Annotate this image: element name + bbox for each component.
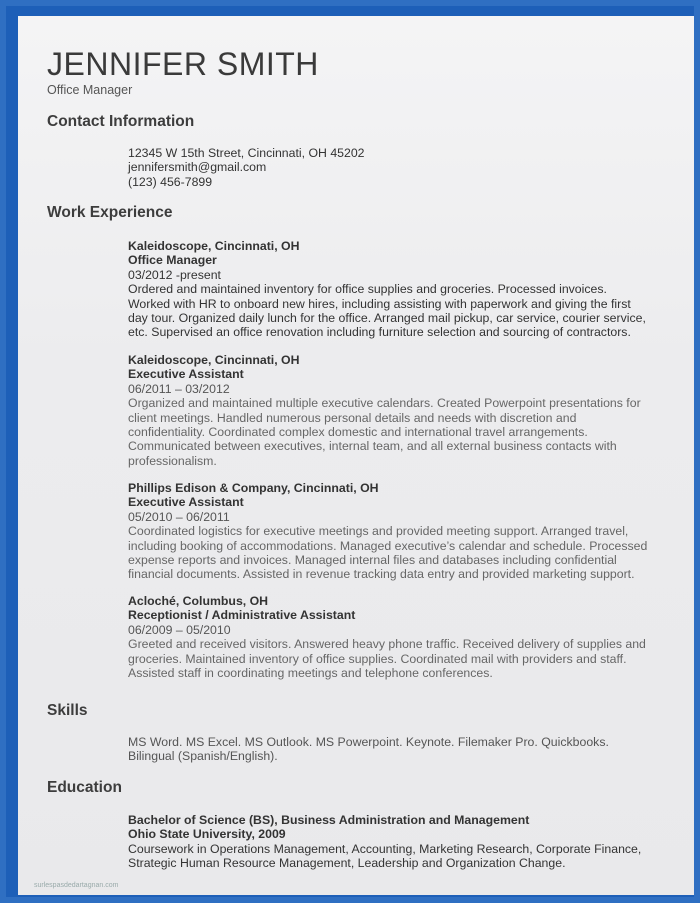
resume-name: JENNIFER SMITH: [47, 46, 319, 82]
resume-page: [18, 16, 694, 895]
watermark: surlespasdedartagnan.com: [34, 882, 119, 889]
job-title: Office Manager: [128, 253, 217, 268]
education-block: [128, 813, 668, 871]
job-desc-line: financial documents. Assisted in revenue tracking data entry and provided marketing support.: [128, 567, 635, 582]
job-entry: [128, 239, 668, 340]
job-title: Executive Assistant: [128, 367, 244, 382]
job-desc-line: Assisted staff in coordinating meetings and telephone conferences.: [128, 666, 493, 681]
section-title-skills: Skills: [47, 702, 88, 719]
contact-email: jennifersmith@gmail.com: [128, 160, 267, 175]
job-title: Executive Assistant: [128, 495, 244, 510]
job-dates: 06/2011 – 03/2012: [128, 381, 230, 396]
job-desc-line: client meetings. Handled numerous personal details and needs with discretion and: [128, 410, 577, 425]
contact-block: [128, 146, 668, 189]
job-dates: 06/2009 – 05/2010: [128, 622, 231, 637]
job-entry: [128, 481, 668, 582]
job-desc-line: groceries. Maintained inventory of office supplies. Coordinated mail with providers and staff.: [128, 651, 627, 666]
education-desc-line: Strategic Human Resource Management, Leadership and Organization Change.: [128, 856, 566, 871]
job-company: Acloché, Columbus, OH: [128, 594, 269, 608]
resume-role: Office Manager: [47, 83, 133, 97]
section-title-work: Work Experience: [47, 204, 173, 221]
job-desc-line: etc. Supervised an office renovation including furniture selection and sourcing of contractors.: [128, 325, 631, 340]
job-title: Receptionist / Administrative Assistant: [128, 608, 356, 623]
job-desc-line: Greeted and received visitors. Answered heavy phone traffic. Received delivery of supplies and: [128, 637, 646, 652]
job-desc-line: including booking of accommodations. Managed executive’s calendar and schedule. Processed: [128, 538, 648, 553]
job-company: Kaleidoscope, Cincinnati, OH: [128, 353, 300, 367]
job-entry: [128, 594, 668, 680]
contact-phone: (123) 456-7899: [128, 174, 213, 189]
job-company: Kaleidoscope, Cincinnati, OH: [128, 239, 300, 253]
education-school: Ohio State University, 2009: [128, 827, 286, 842]
job-entry: [128, 353, 668, 468]
job-desc-line: expense reports and invoices. Managed internal files and databases including confidential: [128, 553, 617, 568]
job-desc-line: day tour. Organized daily lunch for the office. Arranged mail pickup, car service, courier service,: [128, 311, 646, 326]
job-desc-line: Communicated between executives, internal team, and all external business contacts with: [128, 439, 617, 454]
job-dates: 05/2010 – 06/2011: [128, 509, 230, 524]
skills-line: Bilingual (Spanish/English).: [128, 749, 278, 764]
job-company: Phillips Edison & Company, Cincinnati, OH: [128, 481, 379, 495]
job-desc-line: confidentiality. Coordinated complex domestic and international travel arrangements.: [128, 425, 588, 440]
section-title-contact: Contact Information: [47, 113, 195, 130]
job-desc-line: Coordinated logistics for executive meetings and provided meeting support. Arranged travel,: [128, 524, 629, 539]
education-degree: Bachelor of Science (BS), Business Administration and Management: [128, 813, 530, 827]
job-desc-line: Worked with HR to onboard new hires, including assisting with paperwork and giving the first: [128, 296, 631, 311]
skills-line: MS Word. MS Excel. MS Outlook. MS Powerpoint. Keynote. Filemaker Pro. Quickbooks.: [128, 735, 609, 749]
education-desc-line: Coursework in Operations Management, Accounting, Marketing Research, Corporate Finance,: [128, 841, 642, 856]
job-dates: 03/2012 -present: [128, 267, 221, 282]
job-desc-line: Organized and maintained multiple executive calendars. Created Powerpoint presentations for: [128, 396, 641, 411]
skills-block: [128, 735, 668, 764]
blue-frame: [6, 6, 694, 897]
job-desc-line: Ordered and maintained inventory for office supplies and groceries. Processed invoices.: [128, 282, 607, 297]
job-desc-line: professionalism.: [128, 453, 217, 468]
section-title-education: Education: [47, 779, 122, 796]
contact-address: 12345 W 15th Street, Cincinnati, OH 45202: [128, 146, 365, 160]
